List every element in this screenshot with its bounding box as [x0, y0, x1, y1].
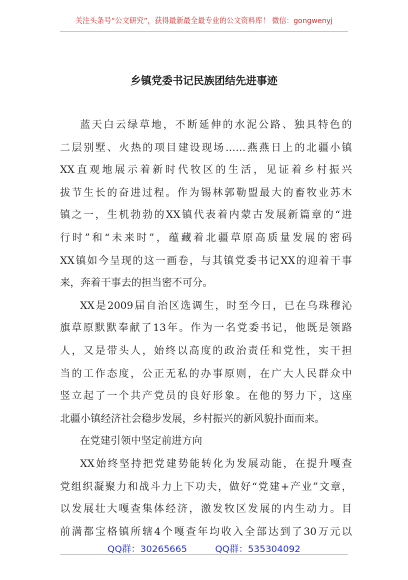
- paragraph-line: 镇之一，生机勃勃的XX镇代表着内蒙古发展新篇章的“进: [60, 210, 352, 222]
- paragraph-line: 二层别墅、火热的项目建设现场……燕燕日上的北疆小镇: [60, 142, 352, 154]
- paragraph-line: XX始终坚持把党建势能转化为发展动能，在提升嘎查: [80, 458, 352, 470]
- paragraph-line: 人，又是带头人，始终以高度的政治责任和党性，实干担: [60, 345, 352, 357]
- header-divider: [60, 31, 348, 32]
- paragraph-line: XX是2009届自治区选调生，时至今日，已在乌珠穆沁: [80, 300, 352, 312]
- paragraph-line: 旗草原默默奉献了13年。作为一名党委书记，他既是领路: [60, 323, 352, 335]
- paragraph-line: 蓝天白云绿草地，不断延伸的水泥公路、独具特色的: [80, 120, 352, 131]
- paragraph-line: 北疆小镇经济社会稳步发展，乡村振兴的新风貌扑面而来。: [60, 413, 325, 425]
- document-title: 乡镇党委书记民族团结先进事迹: [130, 75, 278, 87]
- paragraph-line: 拔节生长的奋进过程。作为锡林郭勒盟最大的畜牧业苏木: [60, 187, 352, 199]
- footer-qq-group-1: QQ群：30265665: [107, 544, 188, 555]
- paragraph-line: XX直观地展示着新时代牧区的生活，见证着乡村振兴: [60, 165, 352, 177]
- footer-qq-group-2: QQ群：535304092: [215, 544, 301, 555]
- document-body: [60, 115, 352, 544]
- footer-divider: [60, 554, 348, 555]
- paragraph-line: 党组织凝聚力和战斗力上下功夫，做好“党建+产业”文章，: [60, 481, 352, 493]
- header-banner: 关注头条号“公文研究”，获得最新最全最专业的公文资料库！ 微信：gongwenyj: [75, 16, 333, 25]
- paragraph-line: XX镇如今呈现的这一画卷，与其镇党委书记XX的迎着干事: [60, 255, 352, 267]
- paragraph-line: 行时”和“未来时”，蕴藏着北疆草原高质量发展的密码: [60, 232, 352, 244]
- paragraph-line: 来，奔着干事去的担当密不可分。: [60, 278, 213, 290]
- paragraph-line: 竖立起了一个共产党员的良好形象。在他的努力下，这座: [60, 391, 352, 403]
- footer-contact: [0, 541, 408, 555]
- paragraph-line: 前满都宝格镇所辖4个嘎查年均收入全部达到了30万元以: [60, 526, 352, 538]
- paragraph-line: 当的工作态度，公正无私的办事原则，在广大人民群众中: [60, 368, 352, 380]
- section-heading: 在党建引领中坚定前进方向: [80, 436, 203, 448]
- paragraph-line: 以发展壮大嘎查集体经济，激发牧区发展的内生动力。目: [60, 504, 352, 516]
